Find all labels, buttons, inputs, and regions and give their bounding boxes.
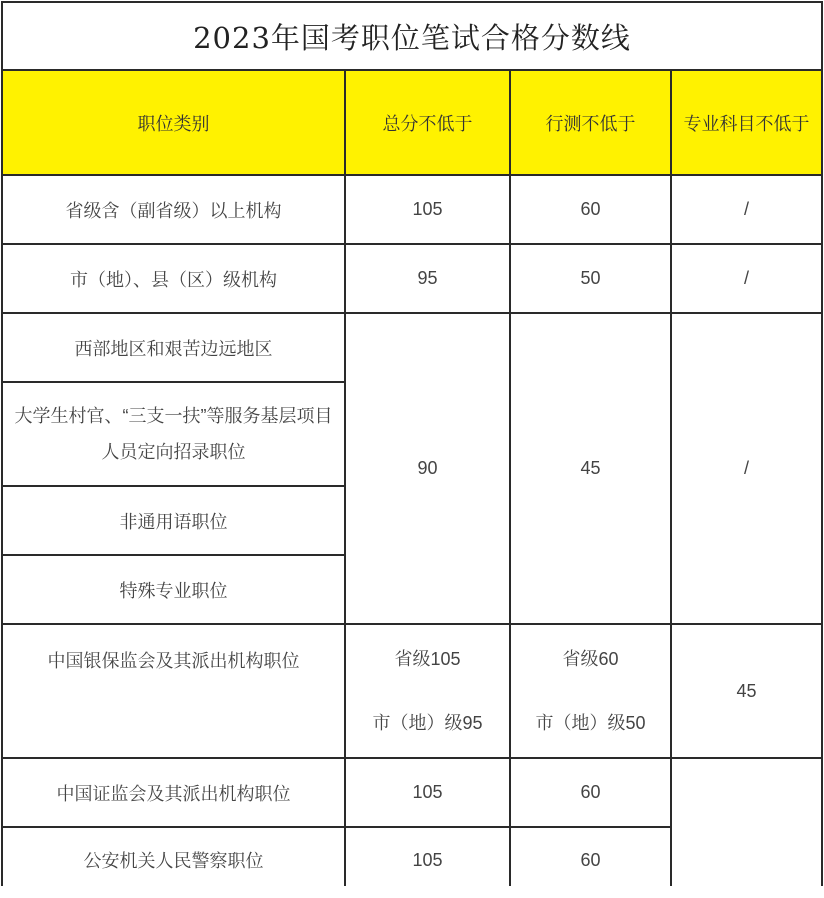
cbirc-xingce: [510, 624, 671, 758]
row-total: 105: [345, 175, 510, 244]
table-row: [2, 313, 822, 382]
table-row: [2, 175, 822, 244]
table-row: [2, 827, 822, 893]
row-xingce: 60: [510, 758, 671, 827]
row-major: /: [671, 244, 822, 313]
header-category: 职位类别: [2, 70, 345, 175]
row-xingce: 60: [510, 175, 671, 244]
header-xingce: 行测不低于: [510, 70, 671, 175]
shared-major: 45: [736, 680, 757, 701]
header-major: 专业科目不低于: [671, 70, 822, 175]
bottom-crop-edge: [0, 886, 824, 898]
row-category: 公安机关人民警察职位: [2, 827, 345, 893]
table-title: 2023年国考职位笔试合格分数线: [2, 2, 822, 70]
group-xingce: 45: [510, 313, 671, 624]
table-row: [2, 758, 822, 827]
table-row: [2, 244, 822, 313]
major-continuation: [671, 827, 822, 893]
row-category: 中国银保监会及其派出机构职位: [2, 624, 345, 758]
score-table: [1, 1, 823, 894]
row-category: 中国证监会及其派出机构职位: [2, 758, 345, 827]
row-category: 省级含（副省级）以上机构: [2, 175, 345, 244]
major-continuation: [671, 758, 822, 827]
table-row: [2, 624, 822, 758]
row-total: 105: [345, 827, 510, 893]
cbirc-xingce-province: 省级60: [562, 649, 619, 669]
shared-major-anchor: [671, 624, 822, 758]
row-xingce: 60: [510, 827, 671, 893]
cbirc-total-province: 省级105: [394, 649, 461, 669]
cbirc-total: [345, 624, 510, 758]
header-total: 总分不低于: [345, 70, 510, 175]
cbirc-xingce-city: 市（地）级50: [535, 713, 646, 733]
row-xingce: 50: [510, 244, 671, 313]
row-category: 特殊专业职位: [2, 555, 345, 624]
row-category: 大学生村官、“三支一扶”等服务基层项目人员定向招录职位: [2, 382, 345, 486]
row-category: 西部地区和艰苦边远地区: [2, 313, 345, 382]
group-major: /: [671, 313, 822, 624]
row-major: /: [671, 175, 822, 244]
row-total: 105: [345, 758, 510, 827]
row-category: 非通用语职位: [2, 486, 345, 555]
row-category: 市（地）、县（区）级机构: [2, 244, 345, 313]
title-row: [2, 2, 822, 70]
group-total: 90: [345, 313, 510, 624]
row-total: 95: [345, 244, 510, 313]
cbirc-total-city: 市（地）级95: [372, 713, 483, 733]
header-row: [2, 70, 822, 175]
